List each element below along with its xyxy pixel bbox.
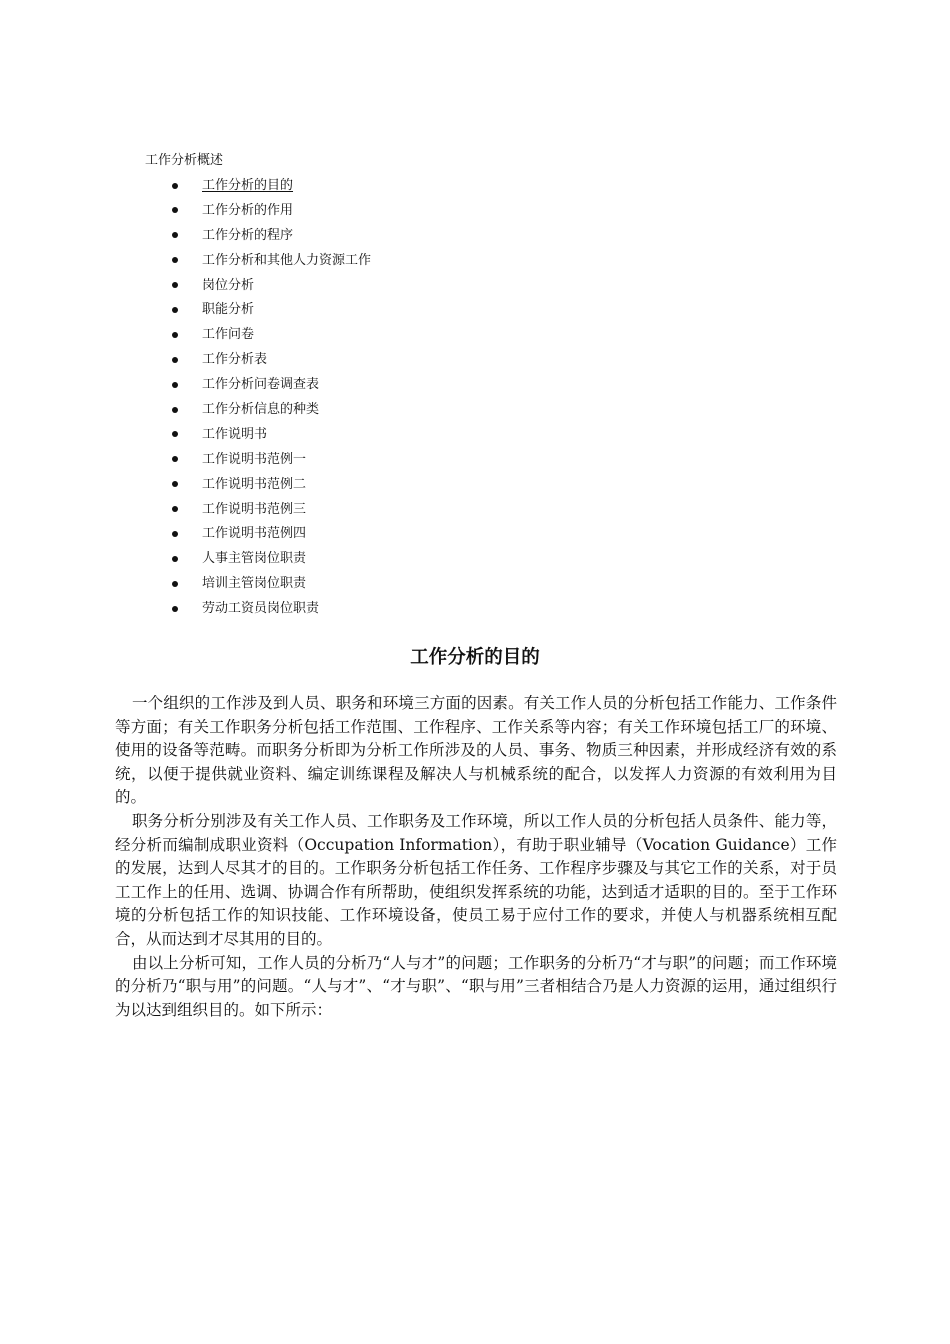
toc-link-info-types[interactable]: 工作分析信息的种类 xyxy=(202,402,320,418)
bullet-icon xyxy=(172,257,178,263)
toc-link-example-4[interactable]: 工作说明书范例四 xyxy=(202,526,307,542)
bullet-icon xyxy=(172,456,178,462)
toc-item xyxy=(145,499,645,524)
bullet-icon xyxy=(172,207,178,213)
toc-link-position-analysis[interactable]: 岗位分析 xyxy=(202,277,255,293)
toc-item xyxy=(145,374,645,399)
bullet-icon xyxy=(172,307,178,313)
toc-item xyxy=(145,200,645,225)
bullet-icon xyxy=(172,556,178,562)
bullet-icon xyxy=(172,581,178,587)
bullet-icon xyxy=(172,232,178,238)
bullet-icon xyxy=(172,332,178,338)
body-paragraph: 职务分析分别涉及有关工作人员、工作职务及工作环境，所以工作人员的分析包括人员条件、能力等，经分析而编制成职业资料（Occupation Information），有助于职业辅导（Vocation Guidance）工作的发展，达到人尽其才的目的。工作职务分析包括工作任务、工作程序步骤及与其它工作的关系，对于员工工作上的任用、选调、协调合作有所帮助，使组织发挥系统的功能，达到适才适职的目的。至于工作环境的分析包括工作的知识技能、工作环境设备，使员工易于应付工作的要求，并使人与机器系统相互配合，从而达到才尽其用的目的。 xyxy=(115,811,837,948)
toc-link-other-hr-work[interactable]: 工作分析和其他人力资源工作 xyxy=(202,252,372,268)
toc-item xyxy=(145,175,645,200)
toc-link-role[interactable]: 工作分析的作用 xyxy=(202,202,294,218)
toc-item xyxy=(145,225,645,250)
toc-item xyxy=(145,523,645,548)
toc-link-job-description[interactable]: 工作说明书 xyxy=(202,426,268,442)
bullet-icon xyxy=(172,282,178,288)
toc-link-procedure[interactable]: 工作分析的程序 xyxy=(202,227,294,243)
toc-item xyxy=(145,349,645,374)
toc-link-example-3[interactable]: 工作说明书范例三 xyxy=(202,501,307,517)
toc-item xyxy=(145,324,645,349)
bullet-icon xyxy=(172,481,178,487)
toc-item xyxy=(145,424,645,449)
toc-link-training-manager-duties[interactable]: 培训主管岗位职责 xyxy=(202,576,307,592)
toc-link-hr-manager-duties[interactable]: 人事主管岗位职责 xyxy=(202,551,307,567)
body-paragraph: 一个组织的工作涉及到人员、职务和环境三方面的因素。有关工作人员的分析包括工作能力、工作条件等方面；有关工作职务分析包括工作范围、工作程序、工作关系等内容；有关工作环境包括工厂的环境、使用的设备等范畴。而职务分析即为分析工作所涉及的人员、事务、物质三种因素，并形成经济有效的系统，以便于提供就业资料、编定训练课程及解决人与机械系统的配合，以发挥人力资源的有效利用为目的。 xyxy=(115,694,837,807)
bullet-icon xyxy=(172,606,178,612)
bullet-icon xyxy=(172,531,178,537)
toc-link-questionnaire[interactable]: 工作问卷 xyxy=(202,327,255,343)
toc-link-purpose[interactable]: 工作分析的目的 xyxy=(202,178,294,193)
section-body xyxy=(115,692,837,1022)
toc-item xyxy=(145,598,645,623)
body-paragraph: 由以上分析可知，工作人员的分析乃“人与才”的问题；工作职务的分析乃“才与职”的问题；而工作环境的分析乃“职与用”的问题。“人与才”、“才与职”、“职与用”三者相结合乃是人力资源的运用，通过组织行为以达到组织目的。如下所示： xyxy=(115,953,837,1019)
toc-item xyxy=(145,474,645,499)
toc-list xyxy=(145,175,645,623)
toc-link-function-analysis[interactable]: 职能分析 xyxy=(202,302,255,318)
toc-title: 工作分析概述 xyxy=(145,153,224,168)
bullet-icon xyxy=(172,183,178,189)
toc-link-analysis-form[interactable]: 工作分析表 xyxy=(202,352,268,368)
bullet-icon xyxy=(172,407,178,413)
bullet-icon xyxy=(172,357,178,363)
toc-item xyxy=(145,399,645,424)
toc-link-example-1[interactable]: 工作说明书范例一 xyxy=(202,451,307,467)
toc-link-survey-form[interactable]: 工作分析问卷调查表 xyxy=(202,377,320,393)
toc-item xyxy=(145,573,645,598)
toc-item xyxy=(145,449,645,474)
toc-item xyxy=(145,299,645,324)
toc-link-example-2[interactable]: 工作说明书范例二 xyxy=(202,476,307,492)
bullet-icon xyxy=(172,382,178,388)
bullet-icon xyxy=(172,506,178,512)
toc-item xyxy=(145,548,645,573)
toc-item xyxy=(145,250,645,275)
section-heading: 工作分析的目的 xyxy=(410,647,540,668)
toc-item xyxy=(145,275,645,300)
toc-link-payroll-clerk-duties[interactable]: 劳动工资员岗位职责 xyxy=(202,601,320,617)
bullet-icon xyxy=(172,431,178,437)
